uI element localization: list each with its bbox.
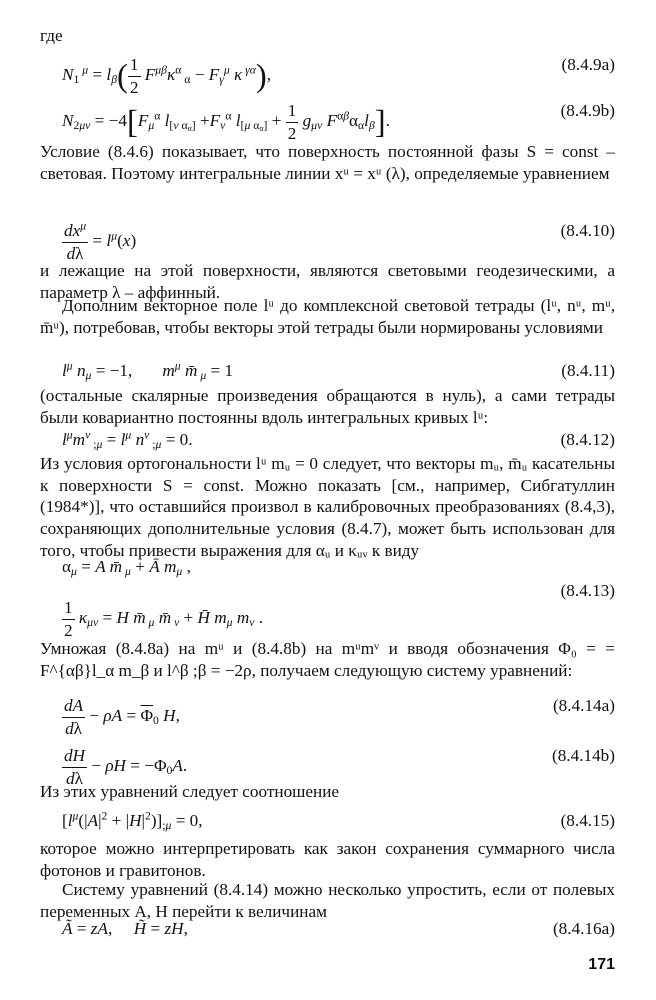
equation-8-4-13b	[40, 597, 615, 640]
equation-number: (8.4.9b)	[560, 101, 615, 120]
paragraph-text: Умножая (8.4.8a) на mᵘ и (8.4.8b) на mᵘmᵛ и вводя обозначения Φ₀ = = F^{αβ}l_α m_β и l^β ;β = −2ρ, получаем следующую систему уравнений:	[40, 639, 615, 680]
header-word	[40, 25, 615, 47]
header-word-text: где	[40, 26, 63, 45]
equation-body: $l^\mu$ $n_\mu = -1$, $m^\mu$ m̄ $_\mu$ = 1	[62, 359, 234, 382]
equation-body: $N_1$ $^\mu = l_\beta$( $\frac{1}{2}$ $F^{\mu\beta}\kappa^\alpha$ $_\alpha - F_\gamma^\mu$ κ $^{\gamma\alpha}$),	[62, 55, 272, 97]
equation-8-4-15	[40, 810, 615, 834]
paragraph-8	[40, 838, 615, 881]
equation-body: $\frac{dx^\mu}{d\lambda}$ = $l^\mu(x)$	[64, 219, 137, 263]
equation-8-4-14b	[40, 745, 615, 788]
equation-number: (8.4.16a)	[552, 919, 615, 938]
equation-body: $\frac{1}{2}$ $\kappa_{\mu\nu} = H$ m̄ $_\mu$ m̄ $_\nu$ + H̄ $m_\mu$ $m_\nu$ .	[64, 598, 264, 640]
paragraph-1	[40, 141, 615, 184]
paragraph-text: Из этих уравнений следует соотношение	[40, 782, 340, 801]
paragraph-text: (остальные скалярные произведения обращаются в нуль), а сами тетрады были ковариантно постоянны вдоль интегральных кривых lᵘ:	[40, 386, 615, 427]
paragraph-text: Систему уравнений (8.4.14) можно несколько упростить, если от полевых переменных A, H перейти к величинам	[40, 880, 615, 921]
equation-number: (8.4.11)	[561, 361, 615, 380]
equation-8-4-13a	[40, 556, 615, 580]
equation-number: (8.4.13)	[560, 581, 615, 600]
equation-8-4-11	[40, 360, 615, 384]
paragraph-6	[40, 638, 615, 681]
equation-number: (8.4.15)	[560, 811, 615, 830]
equation-number: (8.4.10)	[560, 221, 615, 240]
equation-8-4-9b	[40, 100, 615, 143]
equation-body: Ã = zA, H̃ = zH,	[62, 919, 188, 938]
equation-number: (8.4.14a)	[552, 696, 615, 715]
equation-8-4-9a	[40, 54, 615, 97]
paragraph-9	[40, 879, 615, 922]
paragraph-text: Условие (8.4.6) показывает, что поверхность постоянной фазы S = const – световая. Поэтому интегральные линии xᵘ = xᵘ (λ), определяемые уравнением	[40, 142, 615, 183]
paragraph-text: которое можно интерпретировать как закон сохранения суммарного числа фотонов и гравитонов.	[40, 839, 615, 880]
paragraph-5	[40, 453, 615, 561]
page-number: 171	[588, 956, 615, 973]
equation-8-4-14a	[40, 695, 615, 738]
equation-8-4-12	[40, 429, 615, 453]
equation-body: $\alpha_\mu = A$ m̄ $_\mu$ + Ā $m_\mu$ ,	[62, 557, 191, 578]
equation-body: $N_{2\mu\nu} = -4[F_\mu^\alpha$ $l_{[\nu \alpha_\alpha]} +F_\nu^\alpha$ $l_{[\mu \alpha_\alpha]}$ + $\frac{1}{2}$ $g_{\mu\nu}$ $F^{\alpha\beta}\alpha_\alpha l_\beta$].	[62, 101, 390, 143]
equation-body: $[l^\mu(|A|^2 + |H|^2)]_{;\mu} = 0$,	[62, 809, 203, 832]
equation-body: $l^\mu m^\nu$ $_{;\mu} = l^\mu$ $n^\nu$ $_{;\mu}$ = 0.	[62, 428, 193, 451]
equation-number: (8.4.12)	[560, 430, 615, 449]
equation-body: $\frac{dH}{d\lambda}$ − $\rho H = -\Phi_0A$.	[64, 746, 188, 788]
paragraph-3	[40, 295, 615, 338]
equation-8-4-10	[40, 219, 615, 263]
equation-number: (8.4.14b)	[551, 746, 615, 765]
paragraph-text: Из условия ортогональности lᵘ mᵤ = 0 следует, что векторы mᵤ, m̄ᵤ касательны к поверхности S = const. Можно показать [см., например, Сибгатуллин (1984*)], что оставшийся произвол в калибровочных преобразованиях (8.4,3), сохраняющих дополнительные условия (8.4.7), может быть использован для того, чтобы привести выражения для αᵤ и κᵤᵥ к виду	[40, 454, 615, 560]
paragraph-7	[40, 781, 615, 803]
paragraph-text: и лежащие на этой поверхности, являются световыми геодезическими, а параметр λ – аффинный.	[40, 261, 615, 302]
paragraph-text: Дополним векторное поле lᵘ до комплексной световой тетрады (lᵘ, nᵘ, mᵘ, m̄ᵘ), потребовав, чтобы векторы этой тетрады были нормированы условиями	[40, 296, 615, 337]
equation-number: (8.4.9a)	[561, 55, 615, 74]
paragraph-4	[40, 385, 615, 428]
equation-body: $\frac{dA}{d\lambda}$ − $\rho A = \overline{\Phi}_0$ H,	[64, 696, 180, 738]
equation-8-4-16a	[40, 918, 615, 942]
